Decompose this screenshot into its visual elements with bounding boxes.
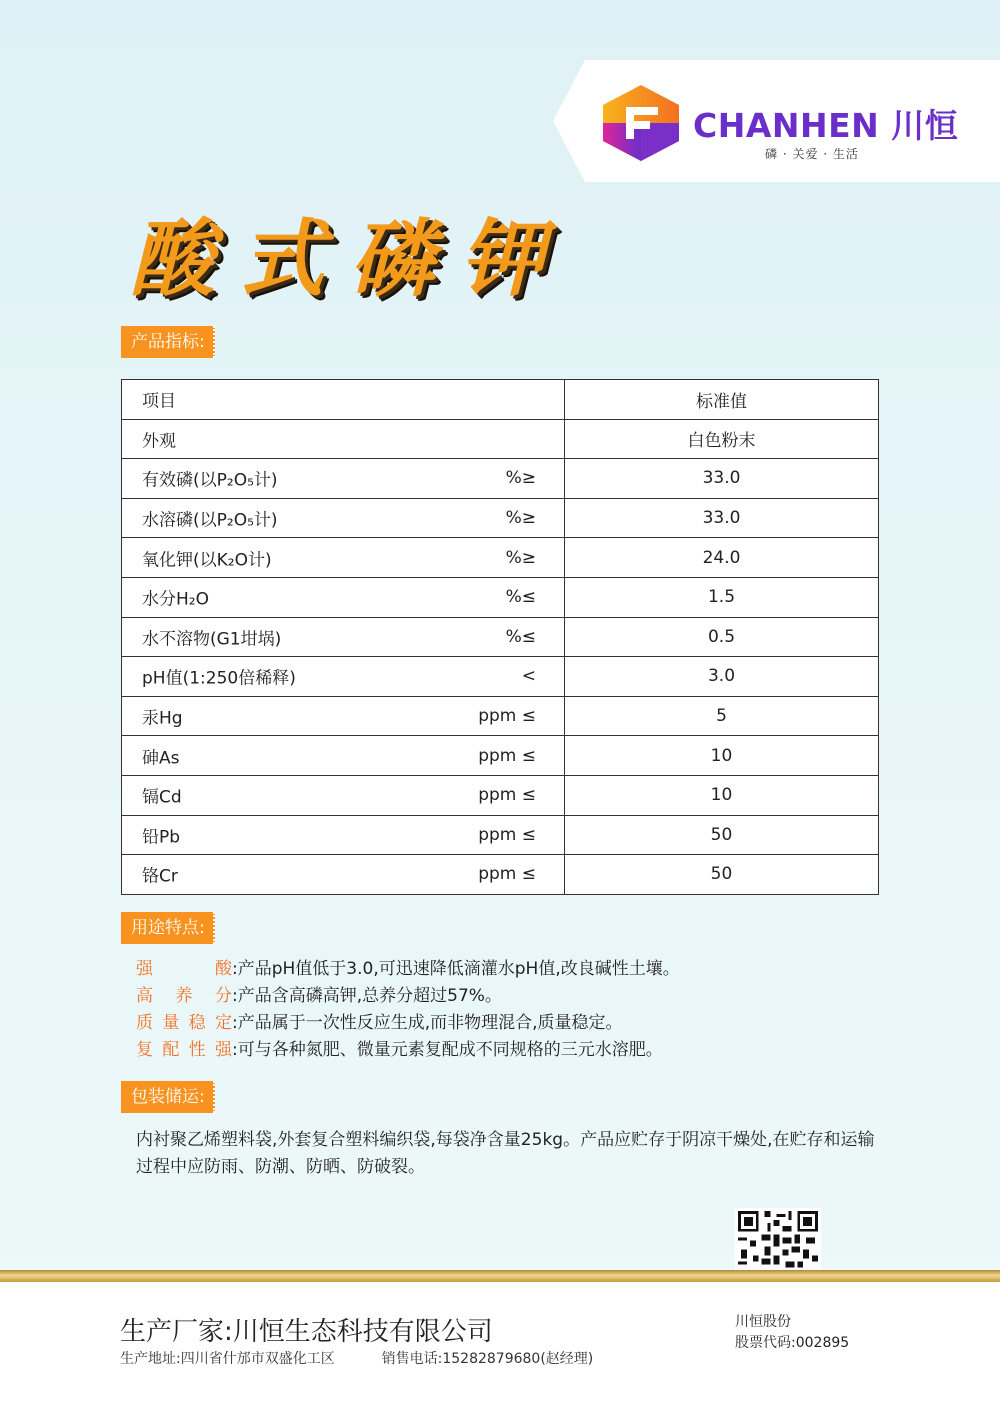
row-value: 24.0 [565,538,879,578]
row-name: 铬Cr [142,866,178,887]
usage-label: 高养分 [136,986,232,1006]
table-row [122,459,879,499]
table-row [122,775,879,815]
row-unit: %≥ [505,508,536,529]
row-name: 氧化钾(以K₂O计) [142,550,272,571]
section-tab-spec: 产品指标: [121,326,215,358]
usage-text: :产品含高磷高钾,总养分超过57%。 [232,986,502,1006]
row-value: 33.0 [565,459,879,499]
table-row [122,736,879,776]
table-row [122,419,879,459]
row-unit: ppm ≤ [478,824,536,845]
list-item [136,1010,680,1037]
row-value: 白色粉末 [565,419,879,459]
usage-label: 质量稳定 [136,1013,232,1033]
row-name: 汞Hg [142,708,183,729]
row-value: 5 [565,696,879,736]
table-row [122,617,879,657]
header-value: 标准值 [565,380,879,420]
gold-divider [0,1270,1000,1282]
row-name: 水分H₂O [142,589,209,610]
stock-name: 川恒股份 [735,1314,791,1330]
brand-tagline: 磷 · 关爱 · 生活 [765,147,859,161]
usage-list [136,956,680,1064]
usage-text: :产品pH值低于3.0,可迅速降低滴灌水pH值,改良碱性土壤。 [232,959,680,979]
list-item [136,983,680,1010]
usage-text: :可与各种氮肥、微量元素复配成不同规格的三元水溶肥。 [232,1040,663,1060]
row-unit: ppm ≤ [478,864,536,885]
list-item [136,1037,680,1064]
table-row [122,538,879,578]
row-name: 镉Cd [142,787,182,808]
table-row [122,657,879,697]
product-title: 酸式磷钾 [130,209,571,308]
row-unit: ppm ≤ [478,706,536,727]
chanhen-logo-icon [600,83,682,163]
row-value: 10 [565,775,879,815]
row-name: 砷As [142,748,180,769]
stock-code: 股票代码:002895 [735,1335,850,1351]
row-value: 33.0 [565,498,879,538]
address-line [120,1348,593,1368]
row-value: 0.5 [565,617,879,657]
row-value: 50 [565,815,879,855]
packaging-text: 内衬聚乙烯塑料袋,外套复合塑料编织袋,每袋净含量25kg。产品应贮存于阴凉干燥处,在贮存和运输过程中应防雨、防潮、防晒、防破裂。 [136,1130,875,1177]
brand-name: CHANHEN 川恒 [693,106,959,145]
section-tab-usage: 用途特点: [121,912,215,944]
row-value: 50 [565,855,879,895]
usage-label: 复配性强 [136,1040,232,1060]
table-header-row [122,380,879,420]
row-unit: %≥ [505,468,536,489]
row-name: 水不溶物(G1坩埚) [142,629,282,650]
table-row [122,498,879,538]
row-unit: ppm ≤ [478,745,536,766]
table-row [122,577,879,617]
usage-text: :产品属于一次性反应生成,而非物理混合,质量稳定。 [232,1013,623,1033]
address: 生产地址:四川省什邡市双盛化工区 [120,1351,335,1367]
usage-label: 强酸 [136,959,232,979]
list-item [136,956,680,983]
row-value: 10 [565,736,879,776]
table-row [122,815,879,855]
table-row [122,855,879,895]
row-name: 水溶磷(以P₂O₅计) [142,510,278,531]
row-unit: %≥ [505,547,536,568]
row-unit: %≤ [505,587,536,608]
row-unit: ppm ≤ [478,785,536,806]
sales-phone: 销售电话:15282879680(赵经理) [381,1351,594,1367]
header-item: 项目 [142,391,176,412]
row-name: 外观 [142,431,176,452]
row-value: 3.0 [565,657,879,697]
row-unit: %≤ [505,626,536,647]
table-row [122,696,879,736]
spec-table [121,379,879,895]
manufacturer: 生产厂家:川恒生态科技有限公司 [120,1317,493,1347]
row-name: 有效磷(以P₂O₅计) [142,470,278,491]
section-tab-packaging: 包装储运: [121,1081,215,1113]
row-name: pH值(1:250倍稀释) [142,668,296,689]
row-name: 铅Pb [142,827,181,848]
row-unit: < [521,666,536,687]
stock-info [735,1312,849,1354]
row-value: 1.5 [565,577,879,617]
